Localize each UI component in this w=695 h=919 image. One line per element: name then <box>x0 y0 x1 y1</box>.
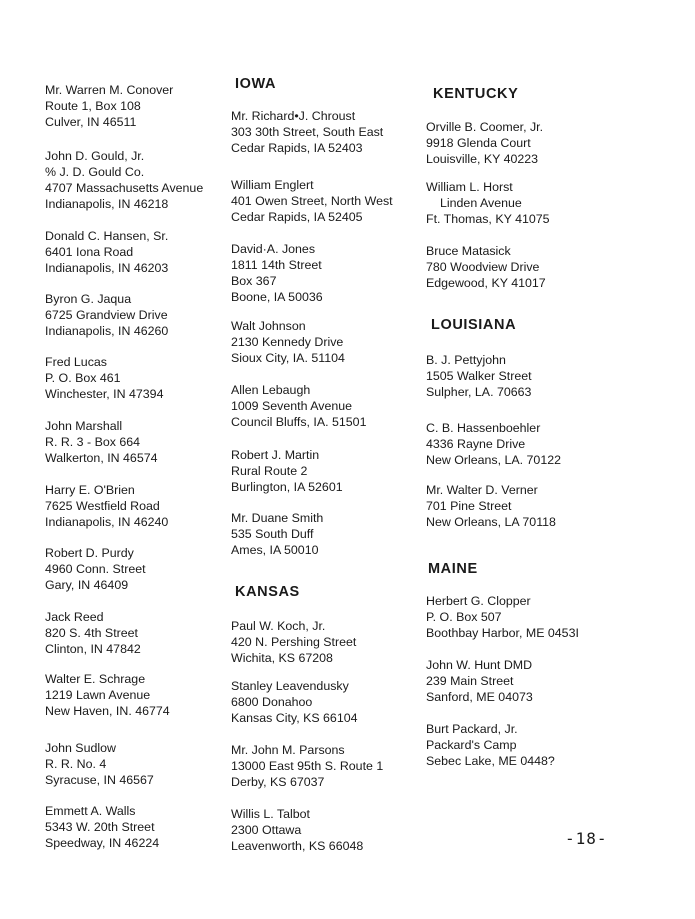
entry-address-line: New Orleans, LA 70118 <box>426 515 556 529</box>
entry-name: Burt Packard, Jr. <box>426 722 518 736</box>
entry-address-line: 4336 Rayne Drive <box>426 437 526 451</box>
entry-address-line: Cedar Rapids, IA 52405 <box>231 210 363 224</box>
entry-address-line: New Orleans, LA. 70122 <box>426 453 561 467</box>
address-entry-b-j-pettyjohn <box>426 352 626 400</box>
entry-name: Byron G. Jaqua <box>45 292 132 306</box>
address-entry-robert-d-purdy <box>45 545 245 593</box>
entry-address-line: Sebec Lake, ME 0448? <box>426 754 555 768</box>
entry-address-line: Council Bluffs, IA. 51501 <box>231 415 367 429</box>
entry-address-line: Sulpher, LA. 70663 <box>426 385 532 399</box>
entry-address-line: 4707 Massachusetts Avenue <box>45 181 204 195</box>
entry-address-line: 4960 Conn. Street <box>45 562 146 576</box>
address-entry-walt-johnson <box>231 318 431 366</box>
address-entry-byron-g-jaqua <box>45 291 245 339</box>
entry-address-line: 1811 14th Street <box>231 258 322 272</box>
address-entry-mr-walter-d-verner <box>426 482 626 530</box>
entry-name: Mr. Walter D. Verner <box>426 483 538 497</box>
entry-address-line: Packard's Camp <box>426 738 517 752</box>
entry-address-line: 820 S. 4th Street <box>45 626 138 640</box>
entry-address-line: Derby, KS 67037 <box>231 775 325 789</box>
entry-name: Robert J. Martin <box>231 448 320 462</box>
entry-address-line: Indianapolis, IN 46218 <box>45 197 169 211</box>
entry-address-line: R. R. No. 4 <box>45 757 107 771</box>
address-entry-john-marshall <box>45 418 245 466</box>
entry-name: John Marshall <box>45 419 123 433</box>
entry-name: William Englert <box>231 178 314 192</box>
address-entry-mr-duane-smith <box>231 510 431 558</box>
entry-address-line: 6725 Grandview Drive <box>45 308 168 322</box>
entry-address-line: 303 30th Street, South East <box>231 125 384 139</box>
address-entry-john-d-gould-jr <box>45 148 245 212</box>
entry-address-line: 780 Woodview Drive <box>426 260 540 274</box>
state-heading-kentucky: KENTUCKY <box>433 86 519 102</box>
entry-address-line: 401 Owen Street, North West <box>231 194 393 208</box>
entry-address-line: Box 367 <box>231 274 277 288</box>
address-entry-paul-w-koch-jr <box>231 618 431 666</box>
entry-address-line: Speedway, IN 46224 <box>45 836 160 850</box>
entry-address-line: 535 South Duff <box>231 527 314 541</box>
entry-name: William L. Horst <box>426 180 513 194</box>
entry-name: Mr. Richard•J. Chroust <box>231 109 356 123</box>
state-heading-maine: MAINE <box>428 561 478 577</box>
entry-address-line: 13000 East 95th S. Route 1 <box>231 759 384 773</box>
entry-address-line: Leavenworth, KS 66048 <box>231 839 364 853</box>
entry-address-line: Kansas City, KS 66104 <box>231 711 358 725</box>
entry-address-line: 2300 Ottawa <box>231 823 302 837</box>
entry-name: Bruce Matasick <box>426 244 511 258</box>
entry-address-line: 239 Main Street <box>426 674 514 688</box>
address-entry-harry-e-o-brien <box>45 482 245 530</box>
entry-address-line: 1505 Walker Street <box>426 369 532 383</box>
address-entry-mr-richard-j-chroust <box>231 108 431 156</box>
entry-name: Walter E. Schrage <box>45 672 146 686</box>
entry-name: Jack Reed <box>45 610 104 624</box>
entry-name: Emmett A. Walls <box>45 804 136 818</box>
entry-address-line: Edgewood, KY 41017 <box>426 276 546 290</box>
entry-name: C. B. Hassenboehler <box>426 421 541 435</box>
address-entry-orville-b-coomer-jr <box>426 119 626 167</box>
entry-name: Robert D. Purdy <box>45 546 134 560</box>
entry-name: Walt Johnson <box>231 319 306 333</box>
entry-address-line: Burlington, IA 52601 <box>231 480 343 494</box>
entry-name: Mr. John M. Parsons <box>231 743 345 757</box>
entry-address-line: P. O. Box 461 <box>45 371 121 385</box>
entry-name: Harry E. O'Brien <box>45 483 135 497</box>
entry-address-line: Gary, IN 46409 <box>45 578 129 592</box>
entry-address-line: 2130 Kennedy Drive <box>231 335 344 349</box>
entry-name: Mr. Duane Smith <box>231 511 324 525</box>
entry-name: John D. Gould, Jr. <box>45 149 145 163</box>
address-entry-william-englert <box>231 177 431 225</box>
address-entry-allen-lebaugh <box>231 382 431 430</box>
entry-address-line: Walkerton, IN 46574 <box>45 451 158 465</box>
entry-address-line: 9918 Glenda Court <box>426 136 531 150</box>
entry-address-line: Culver, IN 46511 <box>45 115 137 129</box>
entry-address-line: 5343 W. 20th Street <box>45 820 155 834</box>
address-entry-emmett-a-walls <box>45 803 245 851</box>
entry-address-line: Syracuse, IN 46567 <box>45 773 154 787</box>
entry-address-line: Indianapolis, IN 46203 <box>45 261 169 275</box>
state-heading-kansas: KANSAS <box>235 584 300 600</box>
entry-address-line: 701 Pine Street <box>426 499 512 513</box>
entry-address-line: Route 1, Box 108 <box>45 99 141 113</box>
entry-address-line: 7625 Westfield Road <box>45 499 160 513</box>
address-entry-robert-j-martin <box>231 447 431 495</box>
entry-name: David·A. Jones <box>231 242 316 256</box>
address-entry-willis-l-talbot <box>231 806 431 854</box>
address-entry-c-b-hassenboehler <box>426 420 626 468</box>
entry-name: Paul W. Koch, Jr. <box>231 619 326 633</box>
address-entry-burt-packard-jr <box>426 721 626 769</box>
entry-name: Mr. Warren M. Conover <box>45 83 174 97</box>
entry-address-line: % J. D. Gould Co. <box>45 165 145 179</box>
page-number: -18- <box>565 829 608 848</box>
entry-address-line: Indianapolis, IN 46240 <box>45 515 169 529</box>
entry-name: Stanley Leavendusky <box>231 679 349 693</box>
address-entry-william-l-horst <box>426 179 626 227</box>
entry-address-line: Linden Avenue <box>440 196 522 210</box>
entry-name: Donald C. Hansen, Sr. <box>45 229 169 243</box>
entry-address-line: P. O. Box 507 <box>426 610 502 624</box>
entry-address-line: Clinton, IN 47842 <box>45 642 141 656</box>
address-entry-walter-e-schrage <box>45 671 245 719</box>
entry-address-line: 420 N. Pershing Street <box>231 635 357 649</box>
entry-name: John W. Hunt DMD <box>426 658 533 672</box>
state-heading-iowa: IOWA <box>235 76 277 92</box>
state-heading-louisiana: LOUISIANA <box>431 317 517 333</box>
entry-name: Willis L. Talbot <box>231 807 310 821</box>
address-entry-john-w-hunt-dmd <box>426 657 626 705</box>
entry-name: Orville B. Coomer, Jr. <box>426 120 544 134</box>
entry-address-line: R. R. 3 - Box 664 <box>45 435 141 449</box>
entry-address-line: Rural Route 2 <box>231 464 308 478</box>
entry-address-line: Winchester, IN 47394 <box>45 387 164 401</box>
entry-address-line: Cedar Rapids, IA 52403 <box>231 141 363 155</box>
entry-address-line: Ames, IA 50010 <box>231 543 319 557</box>
entry-address-line: Sioux City, IA. 51104 <box>231 351 345 365</box>
address-entry-jack-reed <box>45 609 245 657</box>
entry-name: Allen Lebaugh <box>231 383 311 397</box>
address-entry-stanley-leavendusky <box>231 678 431 726</box>
entry-address-line: 6800 Donahoo <box>231 695 313 709</box>
entry-address-line: New Haven, IN. 46774 <box>45 704 170 718</box>
entry-address-line: 1009 Seventh Avenue <box>231 399 353 413</box>
entry-name: Herbert G. Clopper <box>426 594 531 608</box>
address-entry-herbert-g-clopper <box>426 593 626 641</box>
address-entry-donald-c-hansen-sr <box>45 228 245 276</box>
entry-name: John Sudlow <box>45 741 116 755</box>
address-entry-david-a-jones <box>231 241 431 305</box>
entry-address-line: 6401 Iona Road <box>45 245 134 259</box>
address-entry-mr-john-m-parsons <box>231 742 431 790</box>
entry-address-line: 1219 Lawn Avenue <box>45 688 151 702</box>
address-entry-fred-lucas <box>45 354 245 402</box>
entry-name: Fred Lucas <box>45 355 107 369</box>
entry-address-line: Louisville, KY 40223 <box>426 152 539 166</box>
entry-name: B. J. Pettyjohn <box>426 353 506 367</box>
entry-address-line: Boone, IA 50036 <box>231 290 323 304</box>
entry-address-line: Indianapolis, IN 46260 <box>45 324 169 338</box>
entry-address-line: Boothbay Harbor, ME 0453І <box>426 626 579 640</box>
entry-address-line: Sanford, ME 04073 <box>426 690 533 704</box>
entry-address-line: Wichita, KS 67208 <box>231 651 333 665</box>
address-entry-john-sudlow <box>45 740 245 788</box>
address-entry-bruce-matasick <box>426 243 626 291</box>
entry-address-line: Ft. Thomas, KY 41075 <box>426 212 550 226</box>
address-entry-mr-warren-m-conover <box>45 82 245 130</box>
